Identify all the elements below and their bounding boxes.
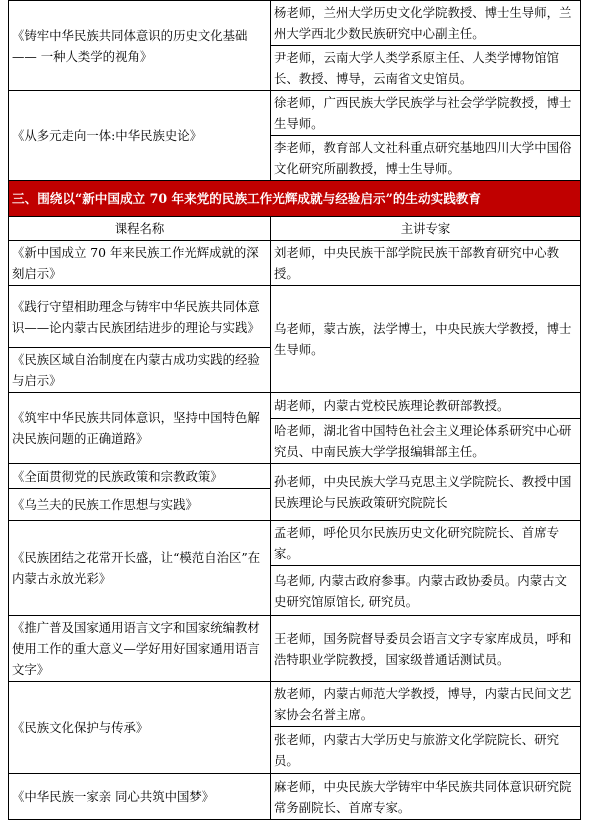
- expert-info: 乌老师，蒙古族，法学博士，中央民族大学教授，博士生导师。: [271, 286, 581, 393]
- expert-info: 尹老师，云南大学人类学系原主任、人类学博物馆馆长、教授、博导，云南省文史馆员。: [271, 46, 581, 91]
- section-title: 三、围绕以“新中国成立 70 年来党的民族工作光辉成就与经验启示”的生动实践教育: [9, 181, 581, 217]
- table-row: [9, 464, 581, 489]
- expert-info: 麻老师，中央民族大学铸牢中华民族共同体意识研究院常务副院长、首席专家。: [271, 774, 581, 820]
- table-row: [9, 241, 581, 286]
- course-name: 《铸牢中华民族共同体意识的历史文化基础—— 一种人类学的视角》: [9, 1, 271, 91]
- expert-info: 杨老师，兰州大学历史文化学院教授、博士生导师，兰州大学西北少数民族研究中心副主任。: [271, 1, 581, 46]
- column-header-course: 课程名称: [9, 217, 271, 241]
- expert-info: 张老师，内蒙古大学历史与旅游文化学院院长、研究员。: [271, 727, 581, 774]
- course-name: 《践行守望相助理念与铸牢中华民族共同体意识——论内蒙古民族团结进步的理论与实践》: [9, 286, 271, 348]
- column-header-expert: 主讲专家: [271, 217, 581, 241]
- expert-info: 孙老师，中央民族大学马克思主义学院院长、教授中国民族理论与民族政策研究院院长: [271, 464, 581, 521]
- table-row: [9, 774, 581, 820]
- course-name: 《全面贯彻党的民族政策和宗教政策》: [9, 464, 271, 489]
- course-name: 《推广普及国家通用语言文字和国家统编教材使用工作的重大意义—学好用好国家通用语言文字》: [9, 616, 271, 682]
- expert-info: 乌老师, 内蒙古政府参事。内蒙古政协委员。内蒙古文史研究馆原馆长, 研究员。: [271, 566, 581, 616]
- course-name: 《筑牢中华民族共同体意识，坚持中国特色解决民族问题的正确道路》: [9, 393, 271, 464]
- expert-info: 刘老师，中央民族干部学院民族干部教育研究中心教授。: [271, 241, 581, 286]
- expert-info: 徐老师，广西民族大学民族学与社会学学院教授，博士生导师。: [271, 91, 581, 136]
- section-heading-row: [9, 181, 581, 217]
- table-row: [9, 286, 581, 348]
- course-name: 《民族区域自治制度在内蒙古成功实践的经验与启示》: [9, 348, 271, 393]
- table-row: [9, 682, 581, 727]
- table-row: [9, 616, 581, 682]
- expert-info: 胡老师，内蒙古党校民族理论教研部教授。: [271, 393, 581, 419]
- table-row: [9, 91, 581, 136]
- course-name: 《民族团结之花常开长盛，让“模范自治区”在内蒙古永放光彩》: [9, 521, 271, 616]
- expert-info: 孟老师，呼伦贝尔民族历史文化研究院院长、首席专家。: [271, 521, 581, 566]
- column-header-row: [9, 217, 581, 241]
- table-row: [9, 393, 581, 419]
- course-name: 《中华民族一家亲 同心共筑中国梦》: [9, 774, 271, 820]
- course-name: 《新中国成立 70 年来民族工作光辉成就的深刻启示》: [9, 241, 271, 286]
- course-table: [8, 0, 581, 820]
- course-name: 《从多元走向一体:中华民族史论》: [9, 91, 271, 181]
- table-row: [9, 521, 581, 566]
- table-row: [9, 1, 581, 46]
- expert-info: 王老师，国务院督导委员会语言文字专家库成员，呼和浩特职业学院教授，国家级普通话测试员。: [271, 616, 581, 682]
- expert-info: 李老师，教育部人文社科重点研究基地四川大学中国俗文化研究所副教授，博士生导师。: [271, 136, 581, 181]
- expert-info: 哈老师，湖北省中国特色社会主义理论体系研究中心研究员、中南民族大学学报编辑部主任。: [271, 419, 581, 464]
- course-name: 《乌兰夫的民族工作思想与实践》: [9, 489, 271, 521]
- expert-info: 敖老师，内蒙古师范大学教授，博导，内蒙古民间文艺家协会名誉主席。: [271, 682, 581, 727]
- course-name: 《民族文化保护与传承》: [9, 682, 271, 774]
